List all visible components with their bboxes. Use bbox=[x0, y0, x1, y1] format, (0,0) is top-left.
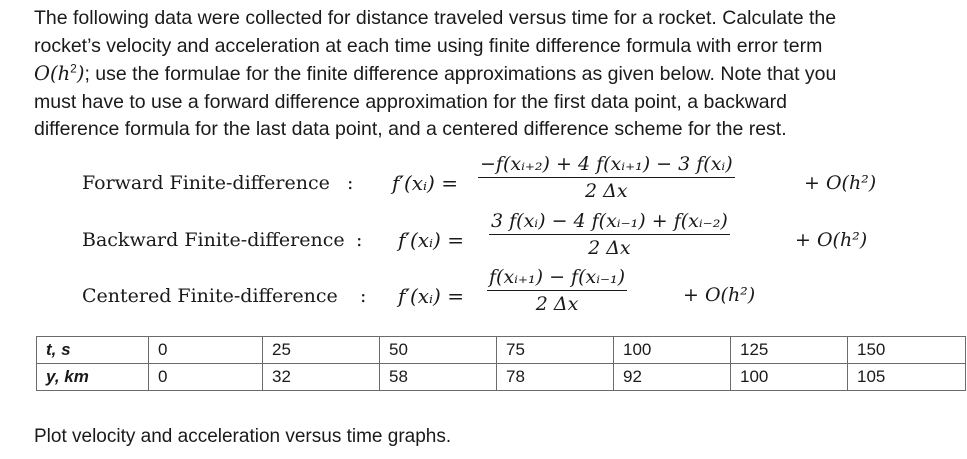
formula-error-term: + O(h²) bbox=[795, 229, 868, 251]
row-header: t, s bbox=[37, 337, 149, 364]
table-row-distance bbox=[37, 364, 966, 391]
table-cell: 105 bbox=[848, 364, 966, 391]
intro-line-5: difference formula for the last data point, and a centered difference scheme for the rest. bbox=[34, 118, 787, 140]
formula-numerator: f(xᵢ₊₁) − f(xᵢ₋₁) bbox=[487, 266, 627, 291]
table-cell: 25 bbox=[263, 337, 380, 364]
intro-line-2: rocket’s velocity and acceleration at each time using finite difference formula with error term bbox=[34, 34, 823, 57]
plot-instruction: Plot velocity and acceleration versus time graphs. bbox=[34, 426, 452, 447]
error-term-close: ) bbox=[76, 62, 85, 85]
table-cell: 50 bbox=[380, 337, 497, 364]
formula-lhs: f′(xᵢ) = bbox=[398, 228, 464, 252]
formula-numerator: 3 f(xᵢ) − 4 f(xᵢ₋₁) + f(xᵢ₋₂) bbox=[489, 210, 730, 235]
formula-centered bbox=[0, 264, 967, 324]
table-cell: 32 bbox=[263, 364, 380, 391]
formula-colon: : bbox=[360, 285, 367, 307]
formula-colon: : bbox=[356, 229, 363, 251]
row-header: y, km bbox=[37, 364, 149, 391]
formula-colon: : bbox=[347, 172, 354, 194]
table-cell: 0 bbox=[149, 364, 263, 391]
table-cell: 100 bbox=[614, 337, 731, 364]
table-cell: 0 bbox=[149, 337, 263, 364]
formula-denominator: 2 Δx bbox=[585, 180, 628, 202]
error-term-exponent: 2 bbox=[70, 61, 77, 76]
formula-error-term: + O(h²) bbox=[804, 172, 877, 194]
formula-denominator: 2 Δx bbox=[588, 237, 631, 259]
formula-backward bbox=[0, 207, 967, 267]
formula-numerator: −f(xᵢ₊₂) + 4 f(xᵢ₊₁) − 3 f(xᵢ) bbox=[478, 153, 735, 178]
formula-lhs: f′(xᵢ) = bbox=[392, 171, 458, 195]
problem-statement bbox=[34, 5, 939, 144]
data-table bbox=[36, 336, 966, 391]
formula-denominator: 2 Δx bbox=[535, 293, 579, 315]
table-cell: 58 bbox=[380, 364, 497, 391]
intro-line-3 bbox=[34, 60, 939, 89]
table-cell: 125 bbox=[731, 337, 848, 364]
formula-fraction bbox=[487, 266, 627, 315]
formula-fraction bbox=[489, 210, 730, 259]
intro-line-1: The following data were collected for distance traveled versus time for a rocket. Calculate the bbox=[34, 7, 837, 29]
table-row-time bbox=[37, 337, 966, 364]
formula-forward bbox=[0, 150, 967, 210]
table-cell: 75 bbox=[497, 337, 614, 364]
table-cell: 100 bbox=[731, 364, 848, 391]
formula-label: Centered Finite-difference bbox=[82, 285, 338, 307]
intro-line-3-rest: ; use the formulae for the finite difference approximations as given below. Note that you bbox=[84, 63, 837, 85]
formula-lhs: f′(xᵢ) = bbox=[398, 284, 464, 308]
formula-label: Backward Finite-difference bbox=[82, 229, 345, 251]
intro-line-4: must have to use a forward difference approximation for the first data point, a backward bbox=[34, 90, 787, 113]
table-cell: 92 bbox=[614, 364, 731, 391]
error-term-math: O(h bbox=[34, 62, 71, 85]
formula-error-term: + O(h²) bbox=[683, 284, 756, 306]
formula-fraction bbox=[478, 153, 735, 202]
formula-label: Forward Finite-difference bbox=[82, 172, 330, 194]
table-cell: 150 bbox=[848, 337, 966, 364]
table-cell: 78 bbox=[497, 364, 614, 391]
